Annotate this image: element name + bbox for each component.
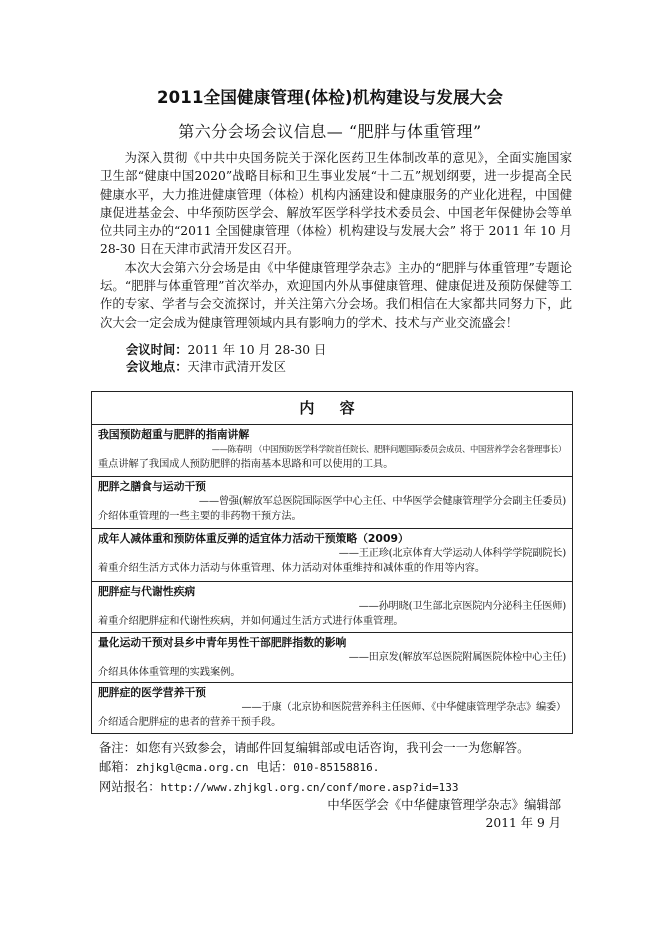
footer-contact [99, 759, 379, 776]
contents-item [92, 683, 572, 733]
email-link[interactable]: zhjkgl@cma.org.cn [135, 761, 249, 774]
item-title: 我国预防超重与肥胖的指南讲解 [98, 428, 250, 441]
publish-date: 2011 年 9 月 [485, 816, 561, 830]
item-description: 介绍体重管理的一些主要的非药物干预方法。 [98, 511, 302, 522]
footer-note: 备注：如您有兴致参会，请邮件回复编辑部或电话咨询，我刊会一一为您解答。 [99, 741, 530, 755]
item-title: 肥胖症的医学营养干预 [98, 686, 206, 699]
contents-item [92, 477, 572, 529]
email-label: 邮箱： [99, 760, 136, 774]
publisher: 中华医学会《中华健康管理学杂志》编辑部 [327, 798, 561, 812]
item-author: ——孙明晓(卫生部北京医院内分泌科主任医师) [358, 601, 566, 612]
item-title: 肥胖症与代谢性疾病 [98, 585, 196, 598]
contents-item [92, 633, 572, 683]
item-author: ——田京发(解放军总医院附属医院体检中心主任) [348, 652, 566, 663]
contents-item [92, 425, 572, 477]
item-author: ——于康（北京协和医院营养科主任医师、《中华健康管理学杂志》编委） [241, 702, 566, 713]
item-author: ——王正珍(北京体育大学运动人体科学学院副院长) [338, 548, 566, 559]
meeting-time [126, 341, 326, 359]
page-subtitle: 第六分会场会议信息— “肥胖与体重管理” [178, 122, 482, 141]
intro-paragraph-2: 本次大会第六分会场是由《中华健康管理学杂志》主办的“肥胖与体重管理”专题论坛。“肥胖与体重管理”首次举办，欢迎国内外从事健康管理、健康促进及预防保健等工作的专家、学者与会交流探讨，并关注第六分会场。我们相信在大家都共同努力下，此次大会一定会成为健康管理领域内具有影响力的学术、技术与产业交流盛会！ [100, 260, 572, 330]
phone-label: 电话： [256, 760, 294, 774]
meeting-time-value: 2011 年 10 月 28-30 日 [187, 343, 327, 357]
phone-number: 010-85158816. [293, 761, 380, 774]
item-description: 介绍具体体重管理的实践案例。 [98, 667, 241, 678]
website-label: 网站报名： [99, 780, 161, 794]
contents-item [92, 582, 572, 633]
meeting-time-label: 会议时间： [126, 343, 188, 357]
page-title: 2011全国健康管理(体检)机构建设与发展大会 [156, 88, 504, 107]
item-description: 介绍适合肥胖症的患者的营养干预手段。 [98, 717, 282, 728]
item-description: 重点讲解了我国成人预防肥胖的指南基本思路和可以使用的工具。 [98, 459, 394, 470]
item-author: ——曾强(解放军总医院国际医学中心主任、中华医学会健康管理学分会副主任委员) [198, 496, 566, 507]
item-title: 肥胖之膳食与运动干预 [98, 480, 206, 493]
meeting-place-value: 天津市武清开发区 [187, 360, 286, 374]
intro-text [100, 149, 572, 332]
footer-website [99, 779, 459, 796]
meeting-place-label: 会议地点： [126, 360, 188, 374]
item-description: 着重介绍肥胖症和代谢性疾病，并如何通过生活方式进行体重管理。 [98, 616, 404, 627]
contents-heading: 内 容 [92, 392, 572, 425]
website-link[interactable]: http://www.zhjkgl.org.cn/conf/more.asp?id=133 [160, 781, 459, 794]
contents-item [92, 529, 572, 582]
item-title: 成年人减体重和预防体重反弹的适宜体力活动干预策略（2009） [98, 532, 409, 545]
item-title: 量化运动干预对县乡中青年男性干部肥胖指数的影响 [98, 636, 347, 649]
item-author: ——陈春明 （中国预防医学科学院首任院长、肥胖问题国际委员会成员、中国营养学会名誉理事长） [211, 444, 566, 454]
intro-paragraph-1: 为深入贯彻《中共中央国务院关于深化医药卫生体制改革的意见》，全面实施国家卫生部“健康中国2020”战略目标和卫生事业发展“十二五”规划纲要，进一步提高全民健康水平，大力推进健康管理（体检）机构内涵建设和健康服务的产业化进程，中国健康促进基金会、中华预防医学会、解放军医学科学技术委员会、中国老年保健协会等单位共同主办的“2011 全国健康管理（体检）机构建设与发展大会” 将于 2011 年 10 月 28-30 日在天津市武清开发区召开。 [100, 151, 572, 257]
item-description: 着重介绍生活方式体力活动与体重管理、体力活动对体重维持和减体重的作用等内容。 [98, 563, 486, 574]
contents-table [91, 391, 573, 734]
meeting-place [126, 358, 286, 376]
